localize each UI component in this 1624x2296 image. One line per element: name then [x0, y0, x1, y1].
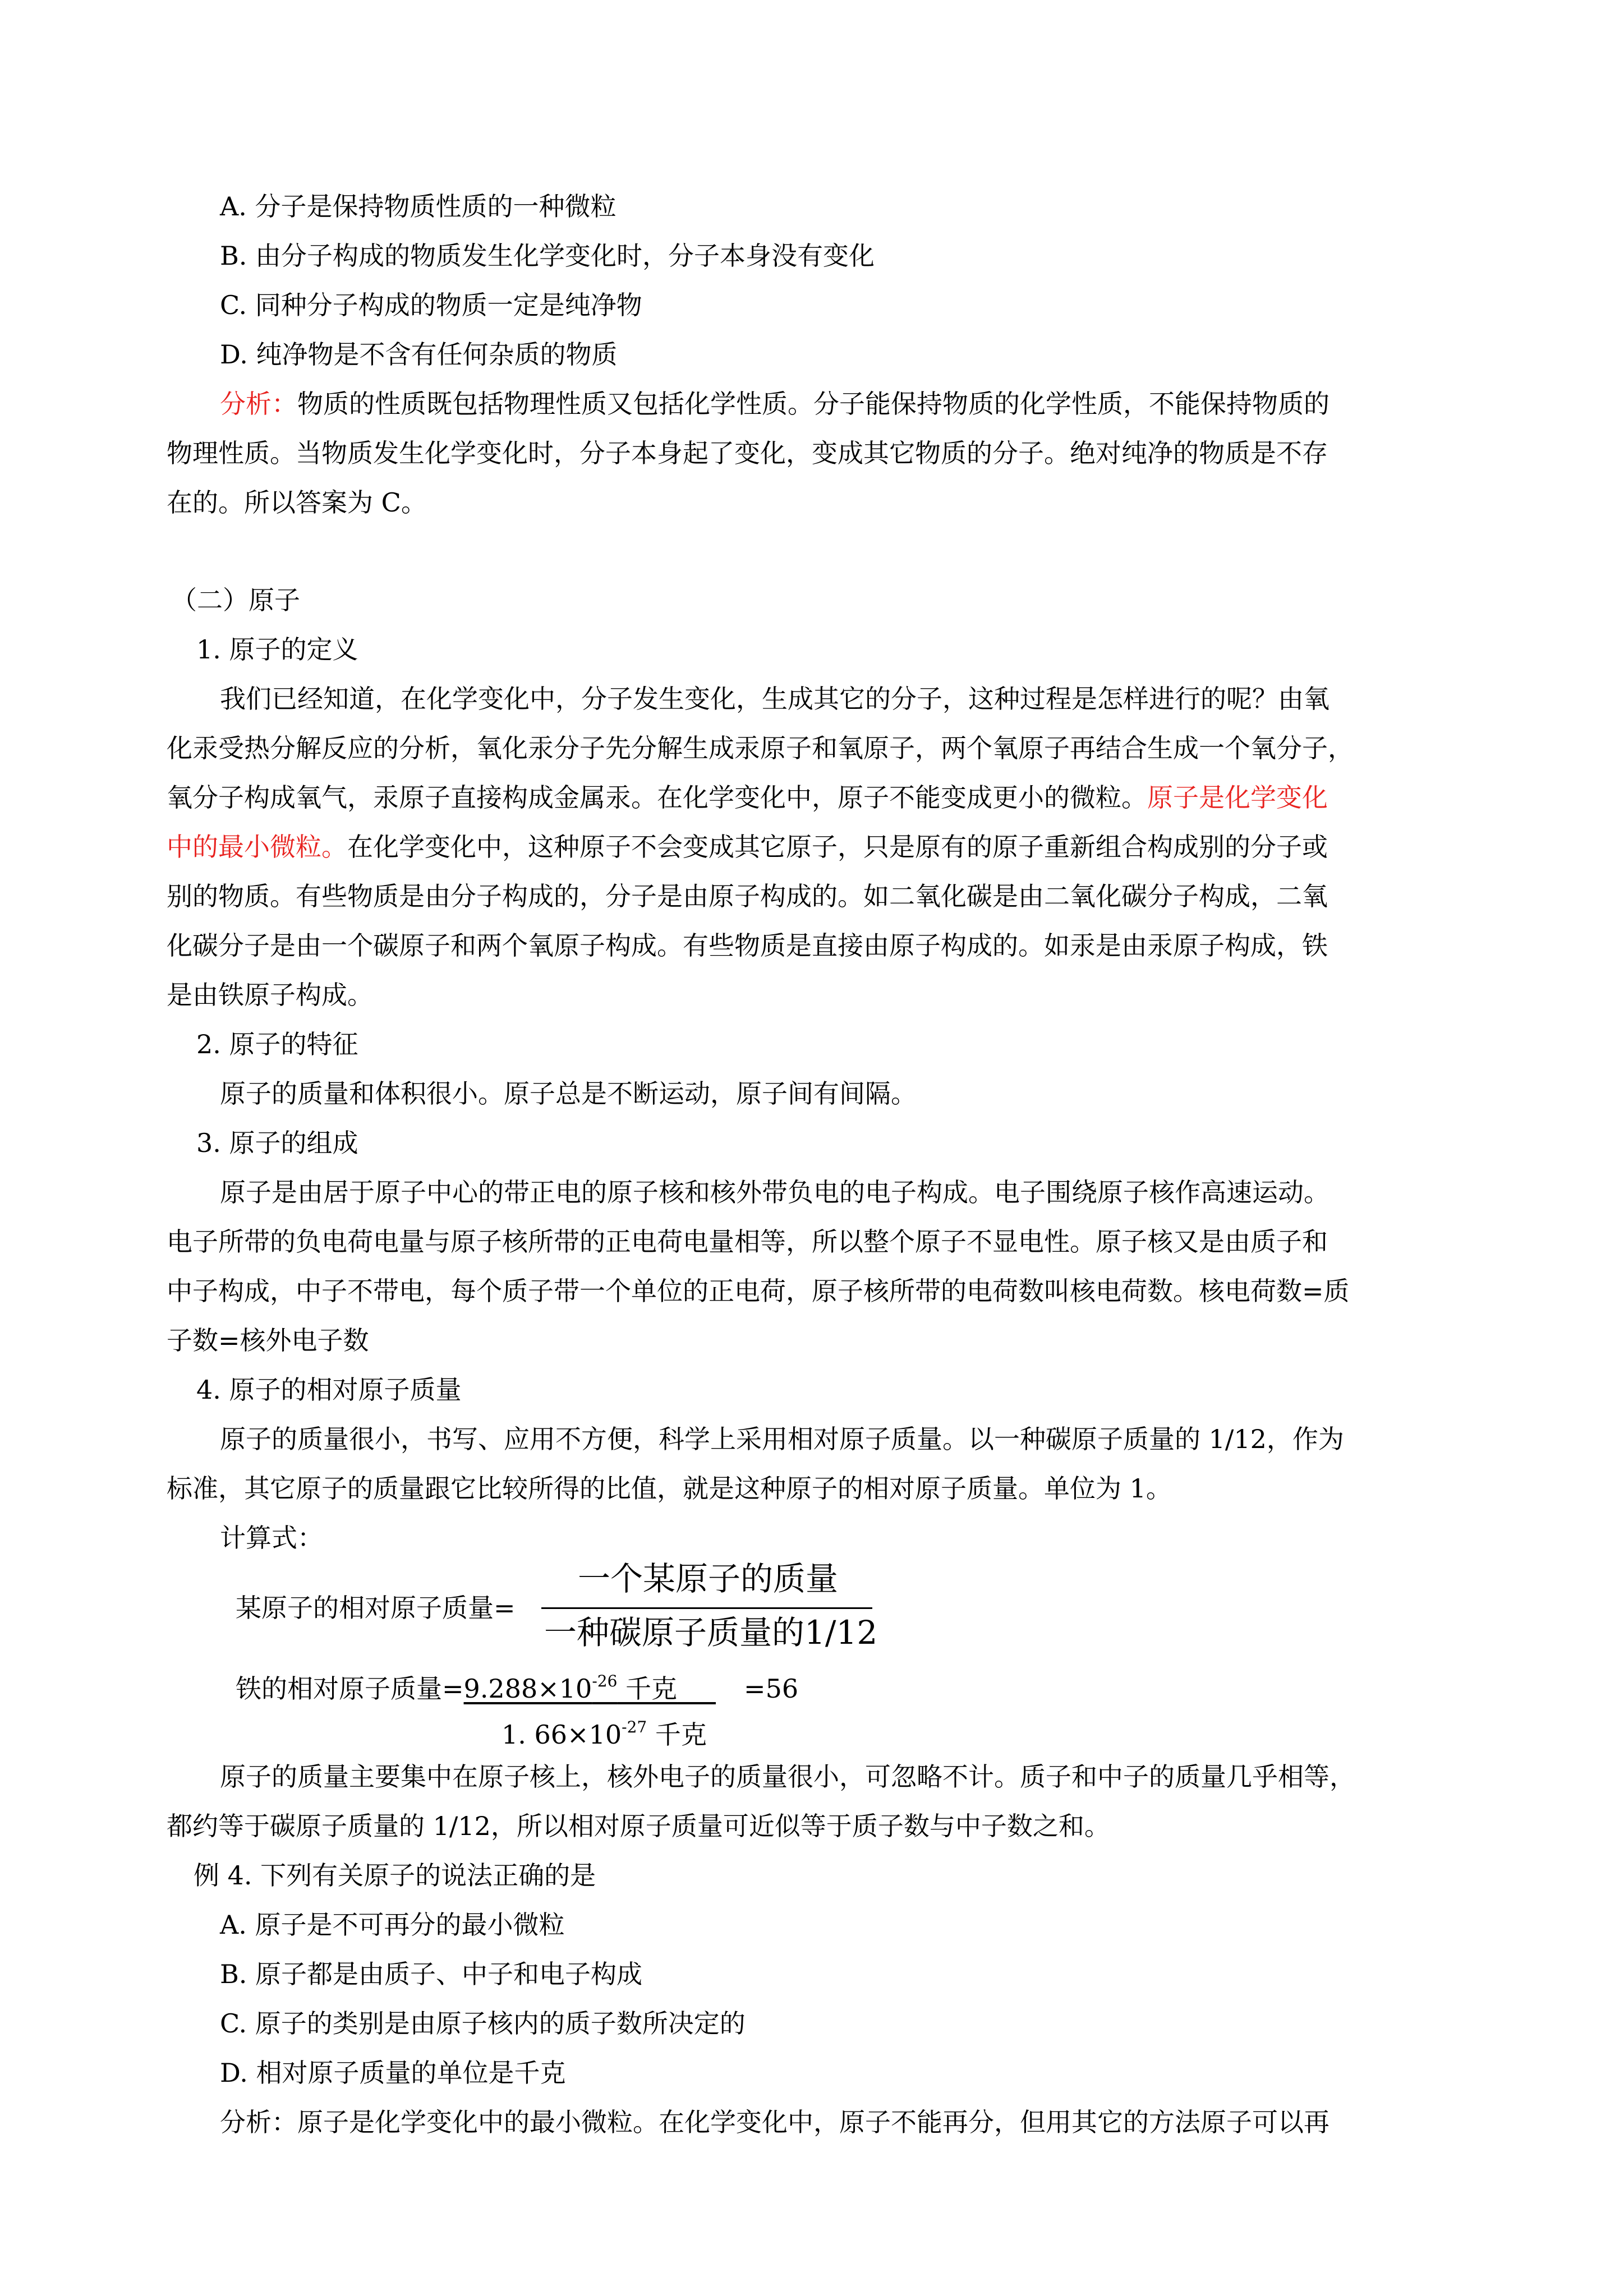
calc-label: 计算式：	[220, 1523, 323, 1553]
paragraph-line: 中的最小微粒。在化学变化中，这种原子不会变成其它原子，只是原有的原子重新组合构成别的分子或	[167, 832, 1328, 862]
paragraph-line: 电子所带的负电荷电量与原子核所带的正电荷电量相等，所以整个原子不显电性。原子核又是由质子和	[167, 1227, 1328, 1257]
example-4-question: 例 4. 下列有关原子的说法正确的是	[194, 1860, 596, 1891]
analysis-label: 分析：	[220, 389, 297, 419]
analysis-text: 物质的性质既包括物理性质又包括化学性质。分子能保持物质的化学性质，不能保持物质的	[297, 389, 1329, 419]
iron-result: =56	[744, 1673, 799, 1704]
option-a: A. 分子是保持物质性质的一种微粒	[220, 191, 617, 222]
paragraph-line: 化碳分子是由一个碳原子和两个氧原子构成。有些物质是直接由原子构成的。如汞是由汞原子构成，铁	[167, 930, 1328, 961]
paragraph-line: 原子的质量和体积很小。原子总是不断运动，原子间有间隔。	[220, 1078, 917, 1109]
option-b: B. 由分子构成的物质发生化学变化时，分子本身没有变化	[220, 241, 875, 271]
paragraph-line: 中子构成，中子不带电，每个质子带一个单位的正电荷，原子核所带的电荷数叫核电荷数。核电荷数=质	[167, 1276, 1350, 1306]
analysis-line: 分析：原子是化学变化中的最小微粒。在化学变化中，原子不能再分，但用其它的方法原子可以再	[220, 2107, 1329, 2137]
iron-numerator: $9.288\times 10^{-26}$ 千克	[463, 1672, 678, 1704]
section-title: （二）原子	[171, 585, 300, 615]
option-a: A. 原子是不可再分的最小微粒	[220, 1910, 565, 1940]
option-d: D. 纯净物是不含有任何杂质的物质	[220, 339, 618, 370]
highlight-text: 中的最小微粒。	[167, 832, 347, 862]
iron-denominator: 1. $66\times 10^{-27}$ 千克	[502, 1718, 707, 1750]
paragraph-line: 我们已经知道，在化学变化中，分子发生变化，生成其它的分子，这种过程是怎样进行的呢？由氧	[220, 684, 1329, 714]
paragraph-line: 标准，其它原子的质量跟它比较所得的比值，就是这种原子的相对原子质量。单位为 1。	[167, 1473, 1172, 1504]
highlight-text: 原子是化学变化	[1147, 782, 1328, 813]
fraction-bar	[541, 1607, 872, 1609]
option-c: C. 原子的类别是由原子核内的质子数所决定的	[220, 2008, 746, 2039]
option-d: D. 相对原子质量的单位是千克	[220, 2058, 566, 2088]
paragraph-line: 子数=核外电子数	[167, 1325, 369, 1356]
analysis-line-2: 物理性质。当物质发生化学变化时，分子本身起了变化，变成其它物质的分子。绝对纯净的物质是不存	[167, 438, 1328, 468]
option-c: C. 同种分子构成的物质一定是纯净物	[220, 290, 642, 320]
paragraph-line: 氧分子构成氧气，汞原子直接构成金属汞。在化学变化中，原子不能变成更小的微粒。原子是化学变化	[167, 782, 1328, 813]
subsection-heading-4: 4. 原子的相对原子质量	[196, 1375, 462, 1405]
analysis-line-3: 在的。所以答案为 C。	[167, 487, 427, 518]
subsection-heading-1: 1. 原子的定义	[196, 634, 358, 665]
paragraph-line: 都约等于碳原子质量的 1/12，所以相对原子质量可近似等于质子数与中子数之和。	[167, 1811, 1110, 1841]
paragraph-line: 是由铁原子构成。	[167, 980, 373, 1010]
subsection-heading-2: 2. 原子的特征	[196, 1029, 358, 1059]
analysis-line-1	[220, 387, 1329, 421]
option-b: B. 原子都是由质子、中子和电子构成	[220, 1959, 643, 1989]
formula-numerator: 一个某原子的质量	[578, 1560, 839, 1598]
paragraph-line: 原子的质量主要集中在原子核上，核外电子的质量很小，可忽略不计。质子和中子的质量几乎相等，	[220, 1762, 1355, 1792]
paragraph-line: 原子的质量很小，书写、应用不方便，科学上采用相对原子质量。以一种碳原子质量的 1/12，作为	[220, 1424, 1344, 1454]
iron-formula: 铁的相对原子质量$=9.288\times 10^{-26}$ 千克 =56	[236, 1672, 799, 1704]
paragraph-line: 别的物质。有些物质是由分子构成的，分子是由原子构成的。如二氧化碳是由二氧化碳分子构成，二氧	[167, 881, 1328, 911]
paragraph-line: 原子是由居于原子中心的带正电的原子核和核外带负电的电子构成。电子围绕原子核作高速运动。	[220, 1177, 1329, 1207]
formula-lhs: 某原子的相对原子质量=	[236, 1593, 516, 1623]
formula-denominator: 一种碳原子质量的1/12	[544, 1613, 878, 1652]
paragraph-line: 化汞受热分解反应的分析，氧化汞分子先分解生成汞原子和氧原子，两个氧原子再结合生成一个氧分子，	[167, 733, 1354, 763]
subsection-heading-3: 3. 原子的组成	[196, 1128, 358, 1158]
